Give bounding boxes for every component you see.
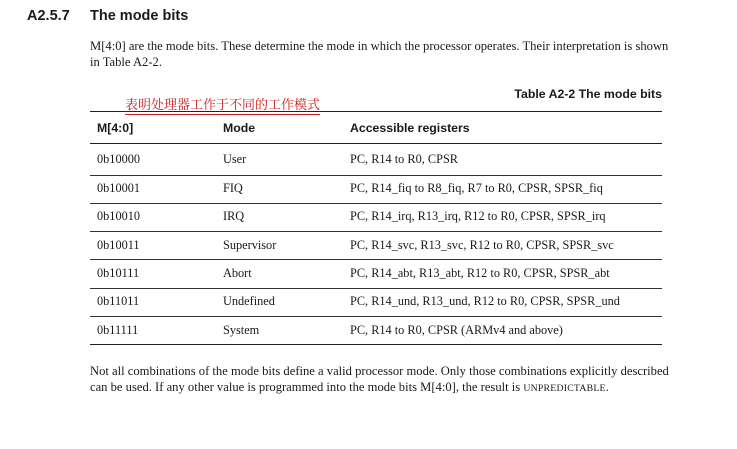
table-header-row (90, 120, 662, 136)
registers-cell: PC, R14_svc, R13_svc, R12 to R0, CPSR, SPSR_svc (350, 238, 614, 252)
table-row (90, 322, 662, 338)
row-divider (90, 231, 662, 232)
table-row (90, 208, 662, 224)
mode-cell: FIQ (223, 181, 243, 195)
mode-cell: Supervisor (223, 238, 277, 252)
header-mode: Mode (223, 121, 256, 135)
footnote-paragraph (90, 363, 680, 397)
table-bottom-rule (90, 344, 662, 345)
row-divider (90, 288, 662, 289)
mbits-cell: 0b10001 (97, 181, 141, 195)
mode-cell: System (223, 323, 260, 337)
footnote-end: . (605, 380, 609, 394)
header-registers: Accessible registers (350, 121, 470, 135)
row-divider (90, 203, 662, 204)
table-top-rule (90, 111, 662, 112)
section-number: A2.5.7 (27, 8, 70, 24)
table-row (90, 237, 662, 253)
table-row (90, 180, 662, 196)
table-row (90, 293, 662, 309)
row-divider (90, 259, 662, 260)
mbits-cell: 0b10011 (97, 238, 140, 252)
registers-cell: PC, R14_irq, R13_irq, R12 to R0, CPSR, SPSR_irq (350, 209, 606, 223)
mbits-cell: 0b11111 (97, 323, 139, 337)
footnote-text: Not all combinations of the mode bits define a valid processor mode. Only those combinations explicitly described can be used. If any other value is programmed into the mode bits M[4:0], the result is (90, 364, 669, 394)
mode-cell: IRQ (223, 209, 245, 223)
registers-cell: PC, R14_fiq to R8_fiq, R7 to R0, CPSR, SPSR_fiq (350, 181, 603, 195)
unpredictable-term: UNPREDICTABLE (523, 383, 606, 394)
mbits-cell: 0b10000 (97, 152, 141, 166)
registers-cell: PC, R14_und, R13_und, R12 to R0, CPSR, SPSR_und (350, 294, 620, 308)
table-row (90, 151, 662, 167)
registers-cell: PC, R14 to R0, CPSR (ARMv4 and above) (350, 323, 563, 337)
section-heading (27, 8, 188, 24)
header-mbits: M[4:0] (97, 121, 134, 135)
row-divider (90, 316, 662, 317)
mbits-cell: 0b10010 (97, 209, 141, 223)
section-title: The mode bits (90, 8, 189, 24)
intro-paragraph: M[4:0] are the mode bits. These determine the mode in which the processor operates. Their interpretation is shown in Table A2-2. (90, 39, 669, 69)
mbits-cell: 0b11011 (97, 294, 140, 308)
header-rule (90, 143, 662, 144)
table-row (90, 265, 662, 281)
mode-cell: Undefined (223, 294, 275, 308)
mode-cell: User (223, 152, 247, 166)
mbits-cell: 0b10111 (97, 266, 140, 280)
handwritten-annotation: 表明处理器工作于不同的工作模式 (125, 94, 320, 115)
row-divider (90, 175, 662, 176)
table-caption: Table A2-2 The mode bits (514, 87, 662, 101)
registers-cell: PC, R14_abt, R13_abt, R12 to R0, CPSR, SPSR_abt (350, 266, 610, 280)
registers-cell: PC, R14 to R0, CPSR (350, 152, 458, 166)
mode-cell: Abort (223, 266, 252, 280)
